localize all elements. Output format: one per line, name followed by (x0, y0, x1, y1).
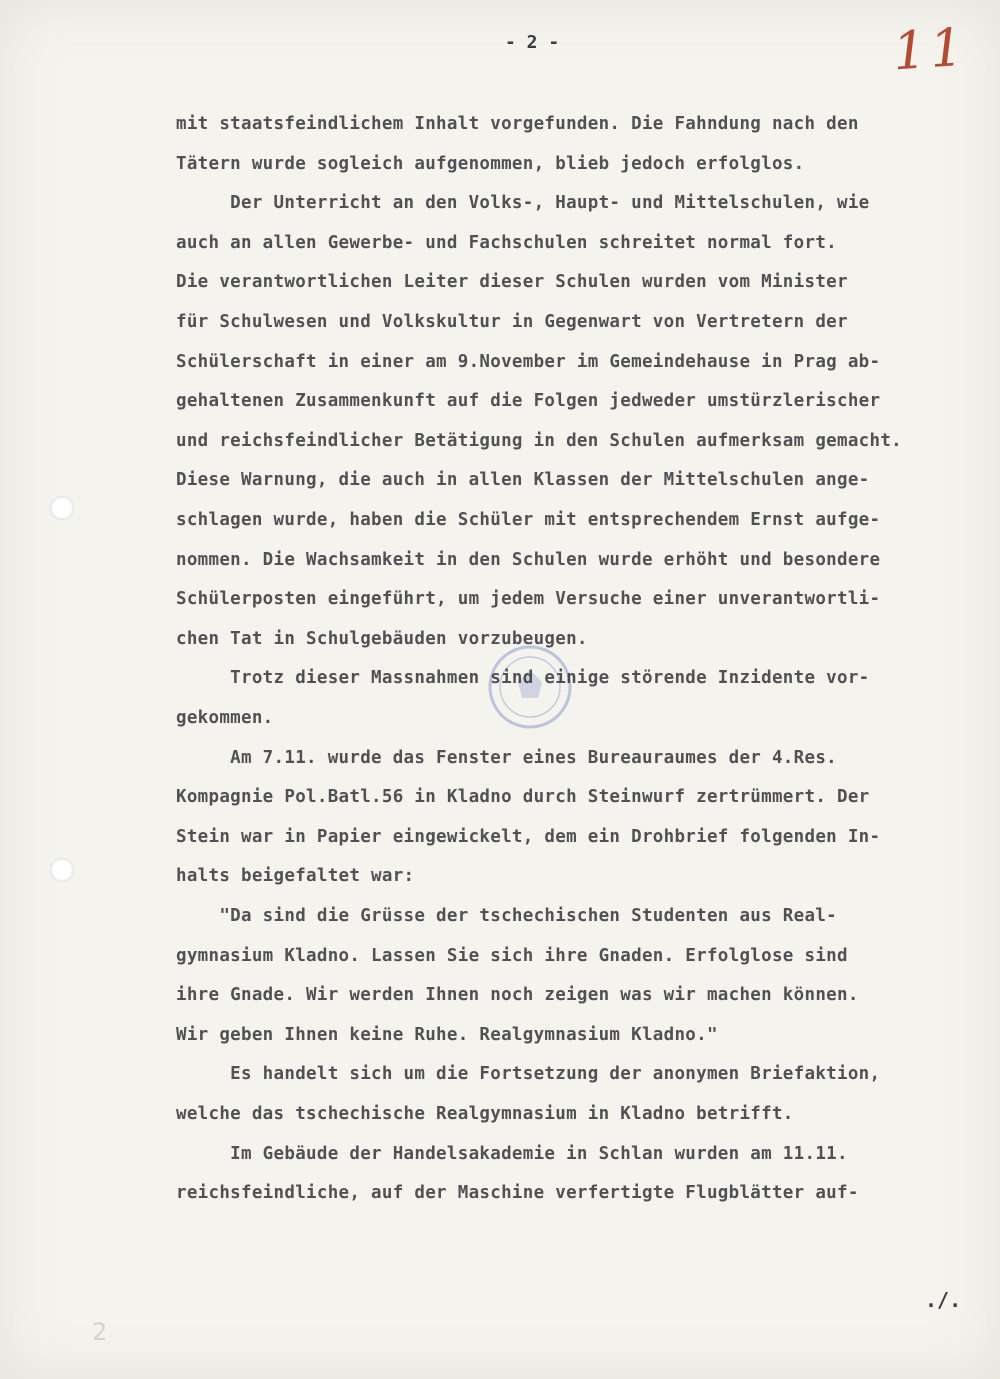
text-line: Schülerposten eingeführt, um jedem Versuche einer unverantwortli- (176, 589, 881, 610)
text-line: Im Gebäude der Handelsakademie in Schlan wurden am 11.11. (176, 1143, 848, 1164)
text-line: gymnasium Kladno. Lassen Sie sich ihre Gnaden. Erfolglose sind (176, 945, 848, 966)
text-line: reichsfeindliche, auf der Maschine verfertigte Flugblätter auf- (176, 1183, 859, 1204)
text-line: Der Unterricht an den Volks-, Haupt- und Mittelschulen, wie (176, 193, 870, 214)
text-line: nommen. Die Wachsamkeit in den Schulen wurde erhöht und besondere (176, 549, 881, 570)
text-line: Am 7.11. wurde das Fenster eines Bureauraumes der 4.Res. (176, 747, 837, 768)
text-line: ihre Gnade. Wir werden Ihnen noch zeigen was wir machen können. (176, 985, 859, 1006)
text-line: Tätern wurde sogleich aufgenommen, blieb jedoch erfolglos. (176, 153, 805, 174)
text-line: gehaltenen Zusammenkunft auf die Folgen jedweder umstürzlerischer (176, 391, 881, 412)
text-line: Kompagnie Pol.Batl.56 in Kladno durch Steinwurf zertrümmert. Der (176, 787, 870, 808)
text-line: gekommen. (176, 708, 274, 728)
text-line: auch an allen Gewerbe- und Fachschulen schreitet normal fort. (176, 232, 837, 253)
text-line: welche das tschechische Realgymnasium in Kladno betrifft. (176, 1104, 794, 1124)
text-line: für Schulwesen und Volkskultur in Gegenwart von Vertretern der (176, 312, 848, 332)
punch-hole-bottom (50, 858, 74, 882)
text-line: Es handelt sich um die Fortsetzung der anonymen Briefaktion, (176, 1064, 881, 1085)
text-line: und reichsfeindlicher Betätigung in den Schulen aufmerksam gemacht. (176, 430, 903, 451)
text-line: halts beigefaltet war: (176, 866, 415, 887)
text-line: Schülerschaft in einer am 9.November im Gemeindehause in Prag ab- (176, 351, 881, 372)
text-line: Stein war in Papier eingewickelt, dem ein Drohbrief folgenden In- (176, 826, 881, 847)
continuation-mark: ./. (925, 1288, 962, 1312)
punch-hole-top (50, 496, 74, 520)
margin-mark: 2 (92, 1318, 108, 1346)
text-line: "Da sind die Grüsse der tschechischen Studenten aus Real- (176, 906, 837, 926)
text-line: Die verantwortlichen Leiter dieser Schulen wurden vom Minister (176, 272, 848, 293)
text-line: mit staatsfeindlichem Inhalt vorgefunden. Die Fahndung nach den (176, 114, 859, 134)
text-line: chen Tat in Schulgebäuden vorzubeugen. (176, 628, 588, 649)
text-line: schlagen wurde, haben die Schüler mit entsprechendem Ernst aufge- (176, 510, 881, 530)
text-line: Trotz dieser Massnahmen sind einige störende Inzidente vor- (176, 668, 870, 689)
text-line: Wir geben Ihnen keine Ruhe. Realgymnasium Kladno." (176, 1024, 718, 1045)
text-line: Diese Warnung, die auch in allen Klassen der Mittelschulen ange- (176, 470, 870, 491)
page-number: - 2 - (505, 32, 560, 53)
folio-number: 11 (890, 17, 970, 83)
